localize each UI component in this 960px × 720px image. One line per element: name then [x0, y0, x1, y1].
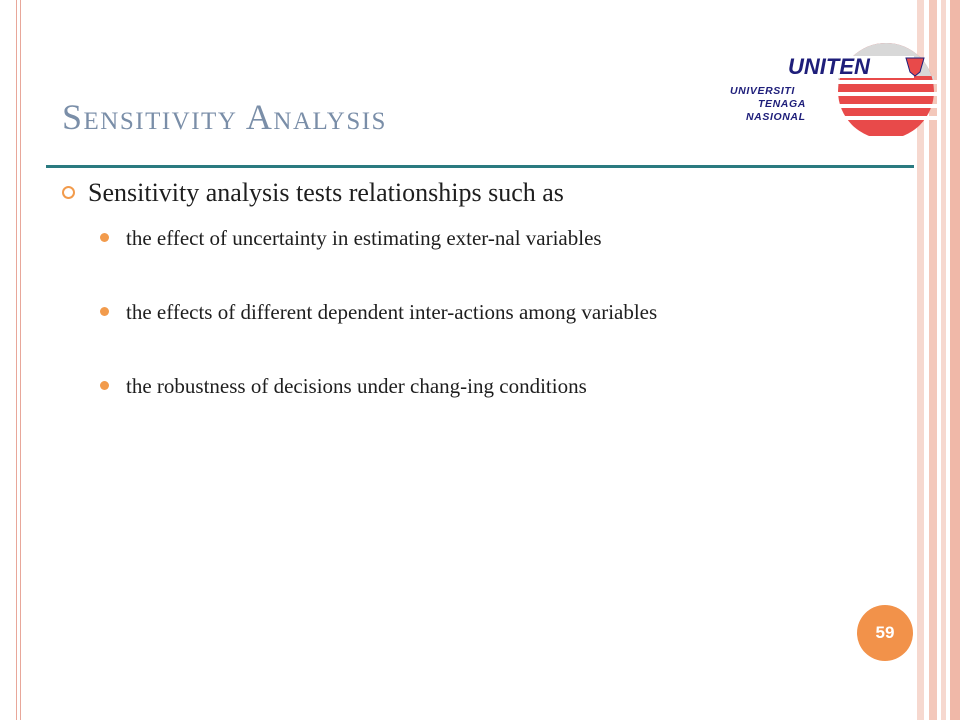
right-frame-stripe [950, 0, 960, 720]
page-number-badge: 59 [857, 605, 913, 661]
main-point: Sensitivity analysis tests relationships such as [88, 178, 564, 207]
sub-point-item [100, 298, 840, 326]
bullet-dot-icon [100, 381, 109, 390]
sub-point-text: the robustness of decisions under chang-ing conditions [126, 374, 587, 398]
bullet-dot-icon [100, 233, 109, 242]
logo-name-block [730, 85, 840, 124]
title-divider [46, 165, 914, 168]
sub-point-text: the effect of uncertainty in estimating exter-nal variables [126, 226, 602, 250]
logo-brand-text: UNITEN [788, 54, 870, 79]
left-frame-line [16, 0, 17, 720]
sub-point-text: the effects of different dependent inter-actions among variables [126, 300, 658, 324]
logo-line-2: TENAGA [758, 98, 806, 110]
slide-title: Sensitivity Analysis [62, 97, 387, 137]
logo-line-3: NASIONAL [746, 111, 806, 123]
logo-line-1: UNIVERSITI [730, 85, 795, 97]
left-frame-line-inner [20, 0, 21, 720]
sub-point-item [100, 372, 840, 400]
main-bullet-icon [62, 186, 75, 199]
bullet-dot-icon [100, 307, 109, 316]
right-frame-stripe [941, 0, 946, 720]
sub-point-item [100, 224, 840, 252]
